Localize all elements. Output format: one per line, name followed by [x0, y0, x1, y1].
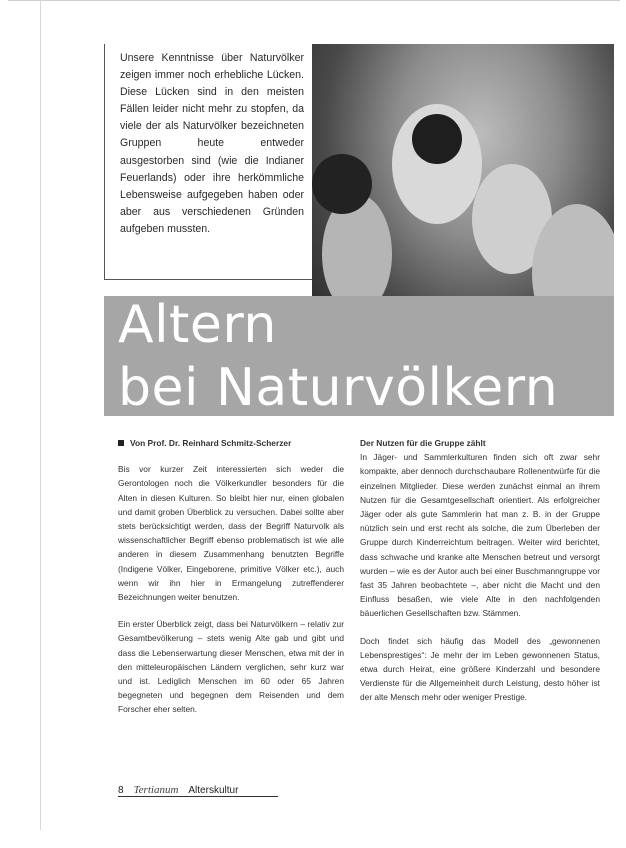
photo-figure [412, 114, 462, 164]
byline [118, 436, 344, 450]
left-column [118, 436, 344, 730]
article-title-line-2: bei Naturvölkern [118, 358, 559, 418]
footer-rule [118, 796, 278, 797]
paragraph: Doch findet sich häufig das Modell des „gewonnenen Lebensprestiges“: Je mehr der im Leben gewonnenen Status, etwa durch Heirat, eine größere Kinderzahl und besondere Verdienste für die Allgemeinheit durch Leistung, desto höher ist der alte Mensch mehr oder weniger Prestige. [360, 635, 600, 703]
footer [118, 784, 238, 796]
photo-figure [312, 154, 372, 214]
page-edge-left [40, 0, 41, 830]
paragraph: Bis vor kurzer Zeit interessierten sich weder die Gerontologen noch die Völkerkundler besonders für die Alten in diesen Kulturen. So bleibt hier nur, einen globalen und damit groben Überblick zu versuchen. Dabei sollte aber stets berücksichtigt werden, dass der Begriff Naturvolk als wissenschaftlicher Begriff ebenso problematisch ist wie alle anderen in diesem Zusammenhang benutzten Begriffe (Indigene Völker, Eingeborene, primitive Völker etc.), auch wenn wir ihn hier in Ermangelung zutreffenderer Bezeichnungen weiter benutzen. [118, 464, 344, 603]
right-column [360, 436, 600, 718]
paragraph: Ein erster Überblick zeigt, dass bei Naturvölkern – relativ zur Gesamtbevölkerung – stets wenig Alte gab und gibt und dass die Lebenserwartung dieser Menschen, etwa mit der in den mitteleuropäischen Ländern verglichen, sehr kurz war und ist. Lediglich Menschen im 60 oder 65 Jahren begegneten und begegnen dem Reisenden und dem Forscher eher selten. [118, 619, 344, 715]
byline-text: Von Prof. Dr. Reinhard Schmitz-Scherzer [130, 438, 292, 448]
paragraph: In Jäger- und Sammlerkulturen finden sich oft zwar sehr kompakte, aber dennoch durchschaubare Rollenentwürfe für die einzelnen Mitglieder. Diese werden zunächst einmal an ihrem Nutzen für die Gesamtgesellschaft orientiert. Als erfolgreicher Jäger oder als gute Sammlerin hat man z. B. in der Gruppe nützlich sein und erst recht als solche, die zum Überleben der Gruppe durch Kinderreichtum beitragen. Weiter wird berichtet, dass schwache und kranke alte Menschen betreut und versorgt wurden – wie es der Autor auch bei einer Buschmanngruppe vor fast 35 Jahren beobachtete –, aber nicht die Macht und den Einfluss besaßen, wie viele Alte in den nachfolgenden bäuerlichen Gesellschaften bzw. Stämmen. [360, 452, 600, 619]
page-number: 8 [118, 785, 124, 796]
section-name: Alterskultur [188, 785, 239, 796]
article-title-line-1: Altern [118, 295, 277, 355]
page-edge-top [8, 0, 620, 1]
section-subhead: Der Nutzen für die Gruppe zählt [360, 438, 486, 448]
intro-text: Unsere Kenntnisse über Naturvölker zeigen immer noch erhebliche Lücken. Diese Lücken sind in den meisten Fällen leider nicht mehr zu stopfen, da viele der als Naturvölker bezeichneten Gruppen heute entweder ausgestorben sind (wie die Indianer Feuerlands) oder ihre herkömmliche Lebensweise aufgegeben haben oder aber aus verschiedenen Gründen aufgeben mussten. [120, 52, 304, 235]
bullet-square-icon [118, 440, 124, 446]
brand-logo: Tertianum [133, 784, 179, 796]
